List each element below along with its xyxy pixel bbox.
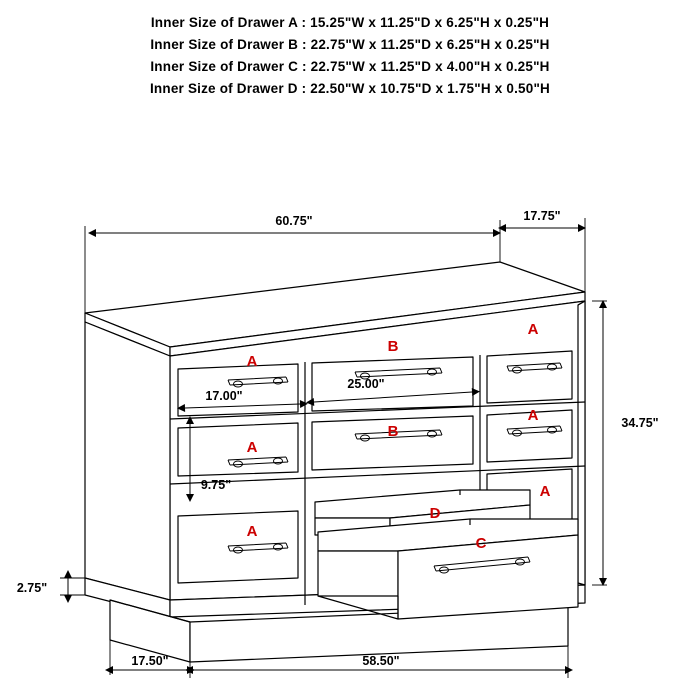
dim-top-depth: 17.75" (523, 209, 561, 223)
drawer-label-b-row1: B (387, 338, 399, 355)
drawer-label-d: D (429, 505, 441, 522)
drawer-label-a-row3-right: A (539, 483, 551, 500)
spec-line-b: Inner Size of Drawer B : 22.75"W x 11.25"D x 6.25"H x 0.25"H (150, 37, 550, 52)
dim-drawer-height: 9.75" (200, 478, 232, 492)
spec-line-c: Inner Size of Drawer C : 22.75"W x 11.25"D x 4.00"H x 0.25"H (150, 59, 550, 74)
drawer-label-a-row1-left: A (246, 353, 258, 370)
dim-top-width: 60.75" (275, 214, 313, 228)
drawer-label-a-row2-left: A (246, 439, 258, 456)
drawer-label-a-row3-left: A (246, 523, 258, 540)
drawer-label-b-row2: B (387, 423, 399, 440)
dim-right-height: 34.75" (621, 416, 659, 430)
drawer-label-a-row2-right: A (527, 407, 539, 424)
dim-drawer-a-width: 17.00" (205, 389, 243, 403)
drawer-label-c: C (475, 535, 487, 552)
dim-drawer-b-width: 25.00" (347, 377, 385, 391)
spec-line-d: Inner Size of Drawer D : 22.50"W x 10.75"D x 1.75"H x 0.50"H (149, 81, 551, 96)
dim-bottom-width: 58.50" (362, 654, 400, 668)
spec-line-a: Inner Size of Drawer A : 15.25"W x 11.25"D x 6.25"H x 0.25"H (150, 15, 550, 30)
dim-bottom-depth: 17.50" (131, 654, 169, 668)
dim-base-height: 2.75" (16, 581, 48, 595)
drawer-label-a-row1-right: A (527, 321, 539, 338)
